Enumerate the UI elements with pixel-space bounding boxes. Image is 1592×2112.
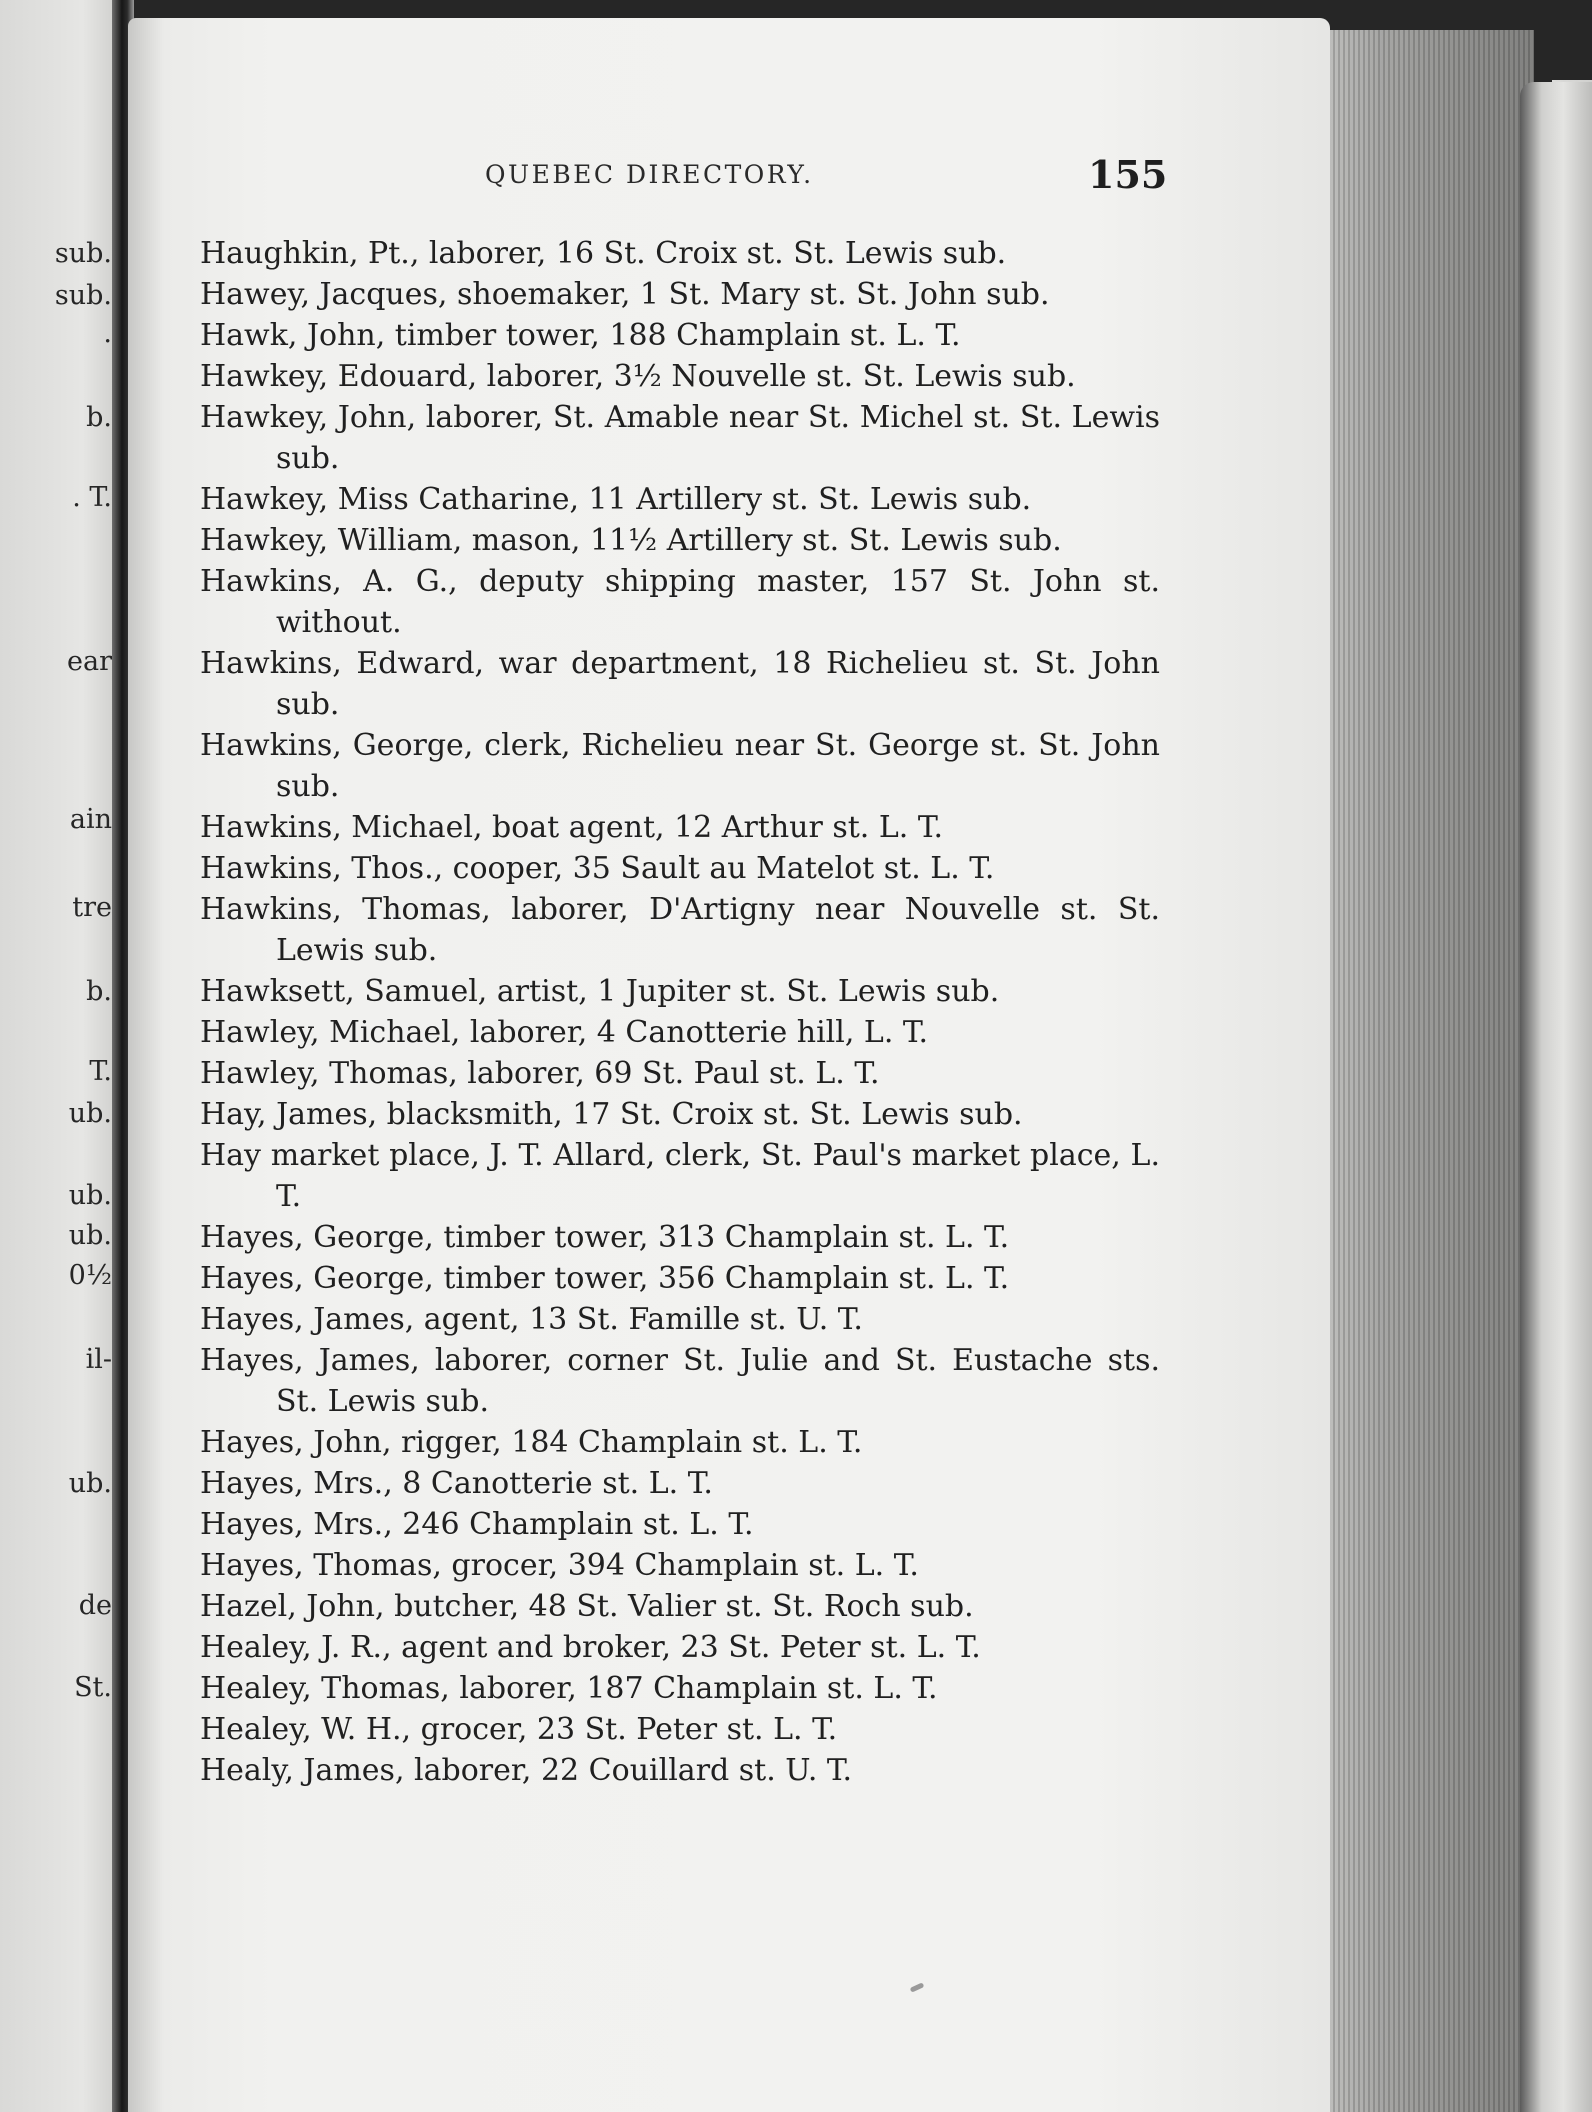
directory-entry: Hayes, George, timber tower, 356 Champlain st. L. T.: [200, 1261, 1010, 1296]
left-fragment: ub.: [68, 1468, 112, 1499]
left-fragment: tre: [72, 892, 112, 923]
directory-entry: Healey, W. H., grocer, 23 St. Peter st. L. T.: [200, 1712, 838, 1747]
left-fragment: ear: [67, 646, 112, 677]
directory-entry: Hawkins, Michael, boat agent, 12 Arthur st. L. T.: [200, 810, 944, 845]
left-fragment: de: [78, 1590, 112, 1621]
directory-entry: Hay, James, blacksmith, 17 St. Croix st. St. Lewis sub.: [200, 1097, 1023, 1132]
directory-entry: Hawkins, Edward, war department, 18 Richelieu st. St. John sub.: [200, 646, 1160, 722]
directory-entry: Hawley, Michael, laborer, 4 Canotterie hill, L. T.: [200, 1015, 929, 1050]
directory-entry: Hayes, James, agent, 13 St. Famille st. U. T.: [200, 1302, 863, 1337]
left-fragment: b.: [86, 976, 112, 1007]
left-fragment: ain: [69, 804, 112, 835]
left-fragment: 0½: [68, 1260, 112, 1291]
directory-entry: Hawkins, George, clerk, Richelieu near St. George st. St. John sub.: [200, 728, 1160, 804]
left-fragment: il-: [85, 1344, 112, 1375]
directory-entry: Hawkins, Thos., cooper, 35 Sault au Matelot st. L. T.: [200, 851, 995, 886]
directory-entry: Hawk, John, timber tower, 188 Champlain st. L. T.: [200, 318, 961, 353]
left-fragment: b.: [86, 402, 112, 433]
left-fragment: .: [103, 318, 112, 349]
cover-edge: [1520, 82, 1592, 2112]
left-fragment: . T.: [72, 482, 112, 513]
directory-entry: Hawksett, Samuel, artist, 1 Jupiter st. St. Lewis sub.: [200, 974, 1000, 1009]
left-fragment: ub.: [68, 1220, 112, 1251]
page-number: 155: [1088, 152, 1168, 197]
directory-entry: Hawey, Jacques, shoemaker, 1 St. Mary st. St. John sub.: [200, 277, 1050, 312]
directory-entry: Healy, James, laborer, 22 Couillard st. U. T.: [200, 1753, 853, 1788]
left-fragment: ub.: [68, 1180, 112, 1211]
left-fragment: ub.: [68, 1098, 112, 1129]
directory-entry: Hawkins, Thomas, laborer, D'Artigny near Nouvelle st. St. Lewis sub.: [200, 892, 1160, 968]
directory-entries: [200, 233, 1160, 1791]
directory-entry: Hawkins, A. G., deputy shipping master, 157 St. John st. without.: [200, 564, 1160, 640]
left-fragment: T.: [89, 1056, 112, 1087]
left-fragment: St.: [74, 1672, 112, 1703]
directory-entry: Hayes, James, laborer, corner St. Julie and St. Eustache sts. St. Lewis sub.: [200, 1343, 1160, 1419]
directory-entry: Hawkey, William, mason, 11½ Artillery st. St. Lewis sub.: [200, 523, 1062, 558]
left-page-text-fragments: [0, 0, 118, 2112]
directory-entry: Hayes, John, rigger, 184 Champlain st. L. T.: [200, 1425, 863, 1460]
directory-entry: Hayes, Mrs., 8 Canotterie st. L. T.: [200, 1466, 713, 1501]
directory-entry: Hayes, Mrs., 246 Champlain st. L. T.: [200, 1507, 754, 1542]
left-fragment: sub.: [54, 238, 112, 269]
left-fragment: sub.: [54, 280, 112, 311]
directory-entry: Healey, J. R., agent and broker, 23 St. Peter st. L. T.: [200, 1630, 981, 1665]
directory-entry: Haughkin, Pt., laborer, 16 St. Croix st. St. Lewis sub.: [200, 236, 1007, 271]
directory-entry: Hayes, Thomas, grocer, 394 Champlain st. L. T.: [200, 1548, 919, 1583]
directory-entry: Hazel, John, butcher, 48 St. Valier st. St. Roch sub.: [200, 1589, 974, 1624]
directory-entry: Hawkey, Miss Catharine, 11 Artillery st. St. Lewis sub.: [200, 482, 1032, 517]
directory-entry: Hayes, George, timber tower, 313 Champlain st. L. T.: [200, 1220, 1010, 1255]
directory-entry: Hawley, Thomas, laborer, 69 St. Paul st. L. T.: [200, 1056, 880, 1091]
directory-entry: Hawkey, Edouard, laborer, 3½ Nouvelle st. St. Lewis sub.: [200, 359, 1076, 394]
left-facing-page: [0, 0, 118, 2112]
directory-entry: Healey, Thomas, laborer, 187 Champlain st. L. T.: [200, 1671, 938, 1706]
running-head: QUEBEC DIRECTORY.: [485, 160, 814, 189]
directory-entry: Hawkey, John, laborer, St. Amable near St. Michel st. St. Lewis sub.: [200, 400, 1160, 476]
directory-entry: Hay market place, J. T. Allard, clerk, St. Paul's market place, L. T.: [200, 1138, 1160, 1214]
page-block-edges: [1318, 30, 1534, 2112]
